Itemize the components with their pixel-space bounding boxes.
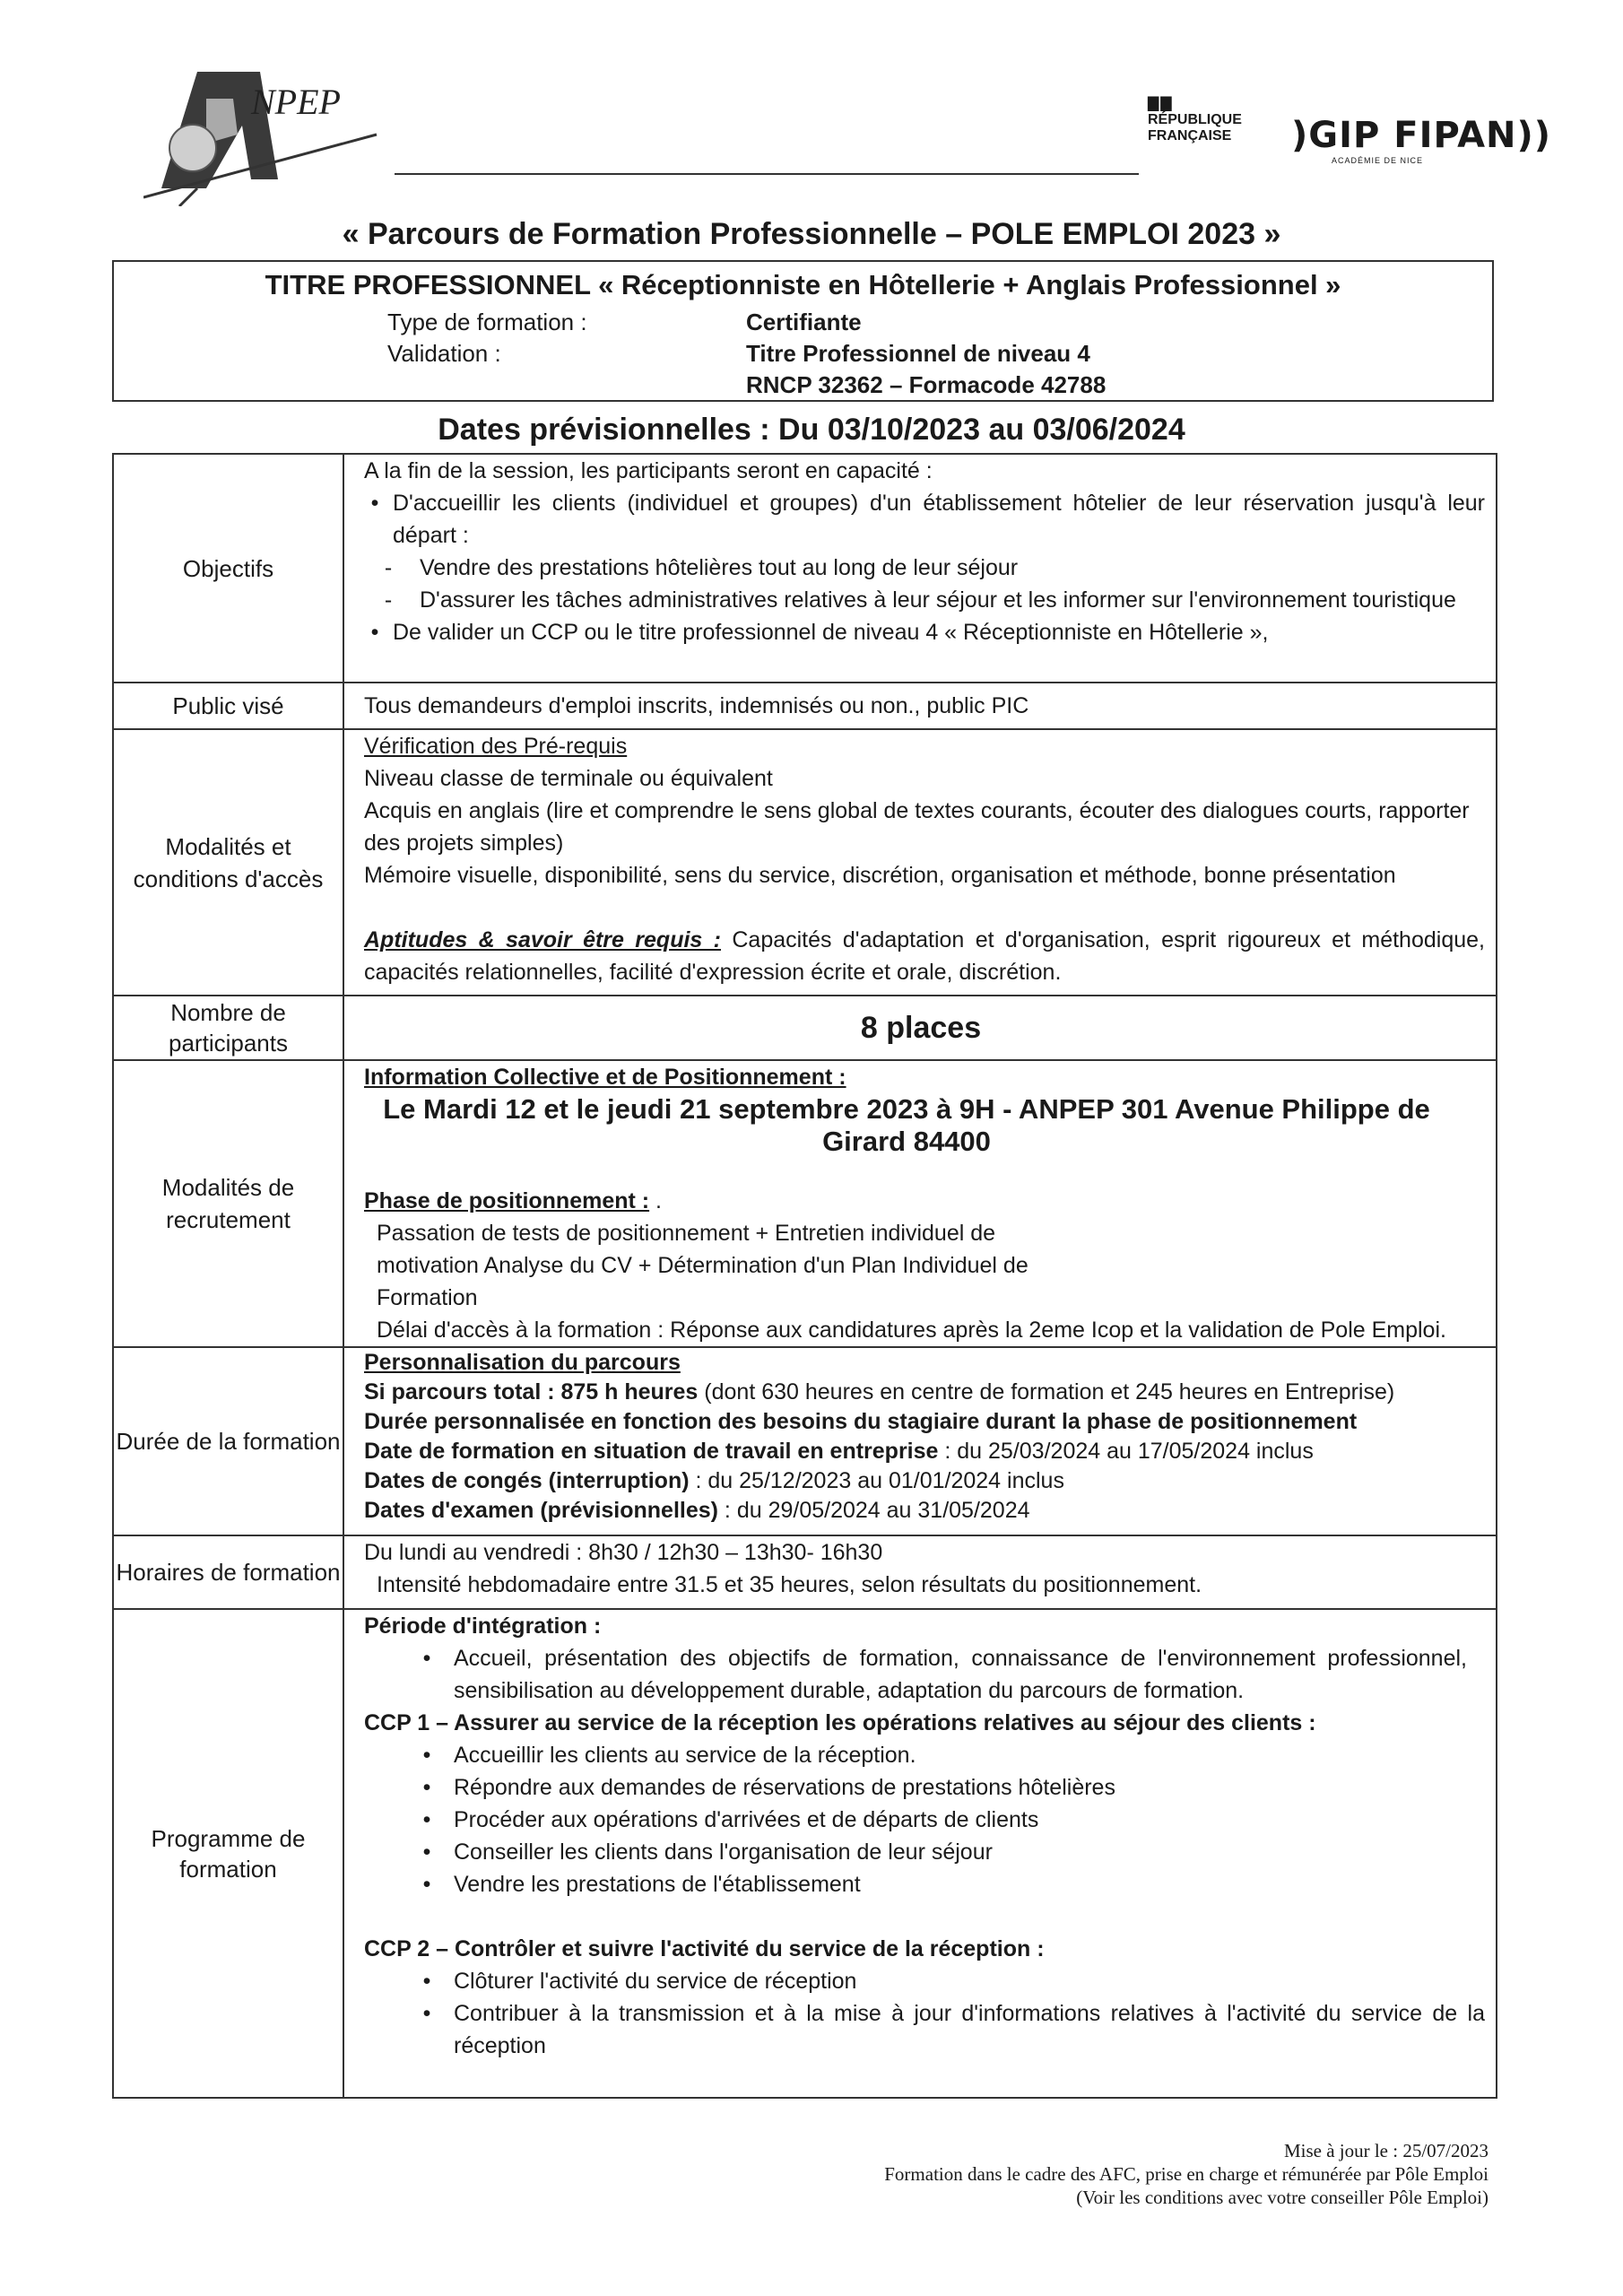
list-item: • Vendre les prestations de l'établissement — [364, 1868, 1485, 1900]
list-item: • Conseiller les clients dans l'organisation de leur séjour — [364, 1836, 1485, 1868]
footer — [884, 2139, 1488, 2209]
list-item: • Répondre aux demandes de réservations de prestations hôtelières — [364, 1771, 1485, 1804]
footer-update: Mise à jour le : 25/07/2023 — [1283, 2140, 1488, 2161]
phase-line: motivation Analyse du CV + Détermination d'un Plan Individuel de — [377, 1253, 1028, 1278]
date-entreprise-label: Date de formation en situation de travail en entreprise — [364, 1439, 939, 1464]
header-rule — [395, 173, 1139, 175]
row-programme — [113, 1609, 1497, 2098]
duree-personnalisee: Durée personnalisée en fonction des besoins du stagiaire durant la phase de positionnement — [364, 1409, 1358, 1434]
row-public — [113, 683, 1497, 729]
logo-name: NPEP — [251, 82, 341, 122]
label-programme: Programme de formation — [113, 1609, 343, 2098]
objectifs-intro: A la fin de la session, les participants seront en capacité : — [364, 458, 933, 483]
content-horaires — [343, 1535, 1497, 1609]
validation-label: Validation : — [387, 340, 501, 367]
ccp1-heading: CCP 1 – Assurer au service de la réception les opérations relatives au séjour des clients : — [364, 1710, 1316, 1735]
rf-line2: FRANÇAISE — [1148, 128, 1232, 144]
row-recrutement — [113, 1060, 1497, 1347]
examen-label: Dates d'examen (prévisionnelles) — [364, 1498, 718, 1523]
list-item: • D'accueillir les clients (individuel et groupes) d'un établissement hôtelier de leur réservation jusqu'à leur départ : — [357, 487, 1485, 552]
bullet-icon: • — [422, 1969, 431, 1994]
footer-afc: Formation dans le cadre des AFC, prise en charge et rémunérée par Pôle Emploi — [884, 2163, 1488, 2185]
row-horaires — [113, 1535, 1497, 1609]
type-value: Certifiante — [746, 309, 862, 335]
conges-label: Dates de congés (interruption) — [364, 1468, 690, 1493]
label-public: Public visé — [113, 683, 343, 729]
list-item: • Contribuer à la transmission et à la mise à jour d'informations relatives à l'activité du service de la réception — [364, 1997, 1485, 2062]
page-title: « Parcours de Formation Professionnelle – POLE EMPLOI 2023 » — [342, 217, 1281, 251]
label-modalites: Modalités et conditions d'accès — [113, 729, 343, 996]
bullet-icon: • — [370, 620, 379, 645]
list-item: • De valider un CCP ou le titre professionnel de niveau 4 « Réceptionniste en Hôtellerie », — [357, 616, 1485, 648]
label-nombre: Nombre de participants — [113, 996, 343, 1060]
content-recrutement — [343, 1060, 1497, 1347]
list-item: • Clôturer l'activité du service de réception — [364, 1965, 1485, 1997]
row-objectifs — [113, 454, 1497, 683]
gip-fipan-logo — [1291, 115, 1551, 165]
date-entreprise-value: : du 25/03/2024 au 17/05/2024 inclus — [938, 1439, 1314, 1464]
ccp2-heading: CCP 2 – Contrôler et suivre l'activité du service de la réception : — [364, 1936, 1045, 1961]
label-objectifs: Objectifs — [113, 454, 343, 683]
list-item: • Procéder aux opérations d'arrivées et de départs de clients — [364, 1804, 1485, 1836]
horaires-line: Du lundi au vendredi : 8h30 / 12h30 – 13h30- 16h30 — [364, 1540, 883, 1565]
label-horaires: Horaires de formation — [113, 1535, 343, 1609]
bullet-icon: • — [422, 1775, 431, 1800]
formation-title: TITRE PROFESSIONNEL « Réceptionniste en Hôtellerie + Anglais Professionnel » — [265, 269, 1341, 300]
row-nombre — [113, 996, 1497, 1060]
phase-after: . — [649, 1188, 663, 1213]
row-modalites — [113, 729, 1497, 996]
content-duree — [343, 1347, 1497, 1535]
rncp-value: RNCP 32362 – Formacode 42788 — [746, 371, 1107, 398]
content-nombre — [343, 996, 1497, 1060]
dash-icon: - — [384, 587, 393, 613]
phase-line: Passation de tests de positionnement + Entretien individuel de — [377, 1221, 996, 1246]
gip-name: )GIP FIPAN)) — [1291, 115, 1552, 156]
content-programme — [343, 1609, 1497, 2098]
content-public — [343, 683, 1497, 729]
prerequis-line: Niveau classe de terminale ou équivalent — [364, 766, 773, 791]
info-collective-date: Le Mardi 12 et le jeudi 21 septembre 2023 à 9H - ANPEP 301 Avenue Philippe de Girard 84400 — [383, 1093, 1430, 1157]
bullet-icon: • — [422, 1646, 431, 1671]
marianne-icon: ▇▇ — [1148, 96, 1174, 111]
bullet-icon: • — [422, 1872, 431, 1897]
rf-line1: RÉPUBLIQUE — [1148, 112, 1242, 127]
delai-acces: Délai d'accès à la formation : Réponse aux candidatures après la 2eme Icop et la validation de Pole Emploi. — [377, 1318, 1446, 1343]
gip-sub: ACADÉMIE DE NICE — [1332, 156, 1424, 165]
title-box — [112, 260, 1494, 402]
conges-value: : du 25/12/2023 au 01/01/2024 inclus — [689, 1468, 1064, 1493]
republique-francaise-logo — [1148, 94, 1264, 144]
public-text: Tous demandeurs d'emploi inscrits, indemnisés ou non., public PIC — [364, 693, 1029, 718]
dates-previsionnelles: Dates prévisionnelles : Du 03/10/2023 au 03/06/2024 — [438, 413, 1185, 447]
validation-value: Titre Professionnel de niveau 4 — [746, 340, 1090, 367]
list-item: - D'assurer les tâches administratives relatives à leur séjour et les informer sur l'environnement touristique — [357, 584, 1485, 616]
prerequis-heading: Vérification des Pré-requis — [364, 734, 628, 759]
label-duree: Durée de la formation — [113, 1347, 343, 1535]
formation-table — [112, 453, 1497, 2099]
prerequis-line: Mémoire visuelle, disponibilité, sens du service, discrétion, organisation et méthode, bonne présentation — [364, 863, 1396, 888]
aptitudes-text: Capacités d'adaptation et d'organisation, esprit rigoureux et méthodique, capacités relationnelles, facilité d'expression écrite et orale, discrétion. — [364, 927, 1485, 985]
dash-icon: - — [384, 555, 393, 580]
content-modalites — [343, 729, 1497, 996]
list-item: • Accueil, présentation des objectifs de formation, connaissance de l'environnement professionnel, sensibilisation au développement durable, adaptation du parcours de formation. — [364, 1642, 1485, 1707]
prerequis-line: Acquis en anglais (lire et comprendre le sens global de textes courants, écouter des dialogues courts, rapporter des projets simples) — [364, 798, 1470, 856]
places-value: 8 places — [860, 1011, 982, 1045]
personnalisation-heading: Personnalisation du parcours — [364, 1350, 681, 1375]
bullet-icon: • — [422, 1839, 431, 1865]
integration-heading: Période d'intégration : — [364, 1613, 602, 1639]
info-collective-heading: Information Collective et de Positionnement : — [364, 1065, 846, 1090]
examen-value: : du 29/05/2024 au 31/05/2024 — [717, 1498, 1030, 1523]
label-recrutement: Modalités de recrutement — [113, 1060, 343, 1347]
list-item: • Accueillir les clients au service de la réception. — [364, 1739, 1485, 1771]
bullet-icon: • — [422, 1743, 431, 1768]
footer-conditions: (Voir les conditions avec votre conseiller Pôle Emploi) — [1076, 2187, 1488, 2208]
list-item: - Vendre des prestations hôtelières tout au long de leur séjour — [357, 552, 1485, 584]
duree-total: Si parcours total : 875 h heures — [364, 1379, 699, 1405]
bullet-icon: • — [422, 1807, 431, 1832]
anpep-logo — [143, 63, 404, 206]
type-label: Type de formation : — [387, 309, 587, 335]
horaires-intensite: Intensité hebdomadaire entre 31.5 et 35 heures, selon résultats du positionnement. — [377, 1572, 1202, 1597]
aptitudes-label: Aptitudes & savoir être requis : — [364, 927, 721, 952]
phase-heading: Phase de positionnement : — [364, 1188, 650, 1213]
duree-total-detail: (dont 630 heures en centre de formation et 245 heures en Entreprise) — [698, 1379, 1395, 1405]
content-objectifs — [343, 454, 1497, 683]
row-duree — [113, 1347, 1497, 1535]
bullet-icon: • — [370, 491, 379, 516]
phase-line: Formation — [377, 1285, 478, 1310]
bullet-icon: • — [422, 2001, 431, 2026]
